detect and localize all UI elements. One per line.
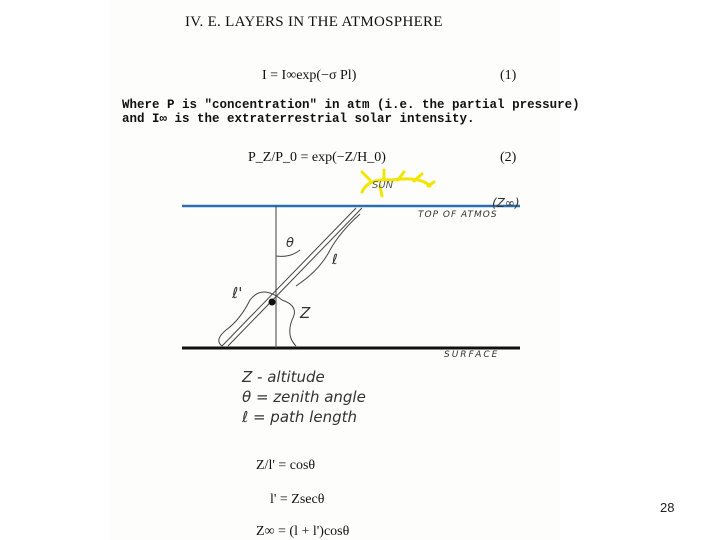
l-bracket bbox=[296, 214, 360, 286]
equation-1-number: (1) bbox=[500, 68, 517, 83]
path-line bbox=[222, 208, 356, 346]
relation-2: l' = Zsecθ bbox=[270, 492, 325, 507]
l-prime-label: ℓ' bbox=[232, 284, 243, 302]
legend-zenith-angle: θ = zenith angle bbox=[242, 388, 366, 406]
page-number: 28 bbox=[660, 500, 675, 515]
explanation-line-1: Where P is "concentration" in atm (i.e. the partial pressure) bbox=[122, 98, 580, 112]
z-brace bbox=[282, 300, 296, 346]
legend-altitude: Z - altitude bbox=[242, 368, 325, 386]
equation-1: I = I∞exp(−σ Pl) bbox=[262, 68, 357, 83]
explanation-line-2: and I∞ is the extraterrestrial solar intensity. bbox=[122, 112, 475, 126]
theta-label: θ bbox=[286, 236, 294, 251]
equation-2-number: (2) bbox=[500, 150, 517, 165]
l-label: ℓ bbox=[332, 252, 338, 268]
legend-path-length: ℓ = path length bbox=[242, 408, 357, 426]
section-heading: IV. E. LAYERS IN THE ATMOSPHERE bbox=[185, 14, 443, 30]
z-infinity-label: (Z∞) bbox=[492, 196, 520, 210]
equation-2: P_Z/P_0 = exp(−Z/H_0) bbox=[248, 150, 386, 165]
relation-1: Z/l' = cosθ bbox=[256, 458, 316, 473]
path-line-2 bbox=[228, 208, 362, 346]
observation-point bbox=[269, 299, 276, 306]
top-of-atmosphere-label: TOP OF ATMOS bbox=[418, 210, 498, 220]
relation-3: Z∞ = (l + l')cosθ bbox=[256, 524, 350, 539]
surface-label: SURFACE bbox=[444, 350, 500, 360]
z-label: Z bbox=[300, 304, 311, 322]
sun-label: SUN bbox=[372, 180, 394, 191]
